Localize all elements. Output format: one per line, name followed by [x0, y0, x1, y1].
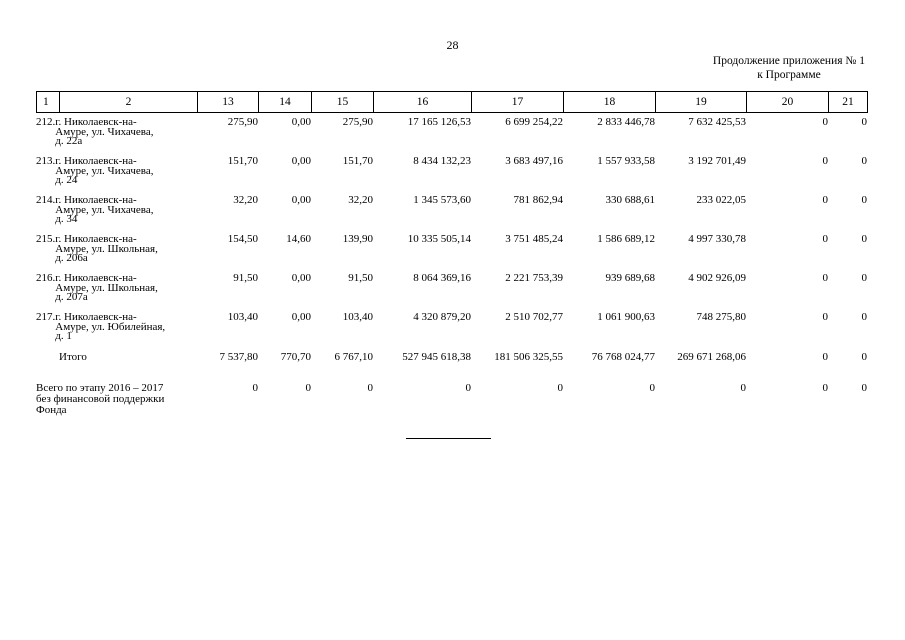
value-cell-col-17: 6 699 254,22: [505, 116, 564, 128]
value-cell-col-16: 527 945 618,38: [402, 351, 472, 363]
page-number: 28: [446, 38, 459, 52]
value-cell-col-14: 0,00: [291, 272, 312, 284]
address-text: г. Николаевск-на- Амуре, ул. Юбилейная, д. 1: [55, 311, 166, 342]
value-cell-col-19: 269 671 268,06: [677, 351, 747, 363]
row-index: 217.: [36, 311, 56, 323]
row-index: 215.: [36, 233, 56, 245]
address-text: г. Николаевск-на- Амуре, ул. Чихачева, д. 24: [55, 155, 154, 186]
value-cell-col-21: 0: [861, 194, 868, 206]
value-cell-col-13: 32,20: [233, 194, 259, 206]
value-cell-col-21: 0: [861, 311, 868, 323]
value-cell-col-21: 0: [861, 155, 868, 167]
value-cell-col-13: 154,50: [227, 233, 259, 245]
column-header-14: 14: [259, 92, 312, 113]
value-cell-col-20: 0: [822, 311, 829, 323]
address-cell: [36, 118, 197, 157]
value-cell-col-16: 4 320 879,20: [413, 311, 472, 323]
address-text: г. Николаевск-на- Амуре, ул. Чихачева, д. 34: [55, 194, 154, 225]
address-text: г. Николаевск-на- Амуре, ул. Школьная, д. 207а: [55, 272, 158, 303]
value-cell-col-19: 4 902 926,09: [688, 272, 747, 284]
value-cell-col-14: 770,70: [280, 351, 312, 363]
value-cell-col-21: 0: [861, 233, 868, 245]
value-cell-col-18: 1 061 900,63: [597, 311, 656, 323]
column-header-13: 13: [198, 92, 259, 113]
value-cell-col-18: 1 557 933,58: [597, 155, 656, 167]
table-row: [36, 157, 867, 196]
address-cell: [36, 196, 197, 235]
address-cell: [36, 235, 197, 274]
value-cell-col-18: 2 833 446,78: [597, 116, 656, 128]
column-header-20: 20: [747, 92, 829, 113]
total-label: Итого: [59, 351, 87, 363]
total-label-cell: [36, 352, 197, 383]
continuation-line-1: Продолжение приложения № 1: [712, 55, 865, 67]
column-header-18: 18: [564, 92, 656, 113]
address-cell: [36, 313, 197, 352]
column-header-1: 1: [37, 92, 60, 113]
column-header-21: 21: [829, 92, 868, 113]
stage-label-cell: [36, 383, 197, 433]
column-header-row: [37, 92, 868, 113]
table-row: [36, 274, 867, 313]
row-index: 212.: [36, 116, 56, 128]
value-cell-col-19: 4 997 330,78: [688, 233, 747, 245]
value-cell-col-17: 781 862,94: [513, 194, 564, 206]
value-cell-col-15: 103,40: [342, 311, 374, 323]
column-header-17: 17: [472, 92, 564, 113]
value-cell-col-14: 0,00: [291, 155, 312, 167]
column-header-19: 19: [656, 92, 747, 113]
value-cell-col-18: 0: [649, 382, 656, 394]
value-cell-col-21: 0: [861, 382, 868, 394]
column-header-15: 15: [312, 92, 374, 113]
value-cell-col-21: 0: [861, 116, 868, 128]
table-row: [36, 235, 867, 274]
value-cell-col-15: 0: [367, 382, 374, 394]
value-cell-col-19: 233 022,05: [696, 194, 747, 206]
stage-row: [36, 383, 867, 433]
address-text: г. Николаевск-на- Амуре, ул. Школьная, д. 206а: [55, 233, 158, 264]
value-cell-col-20: 0: [822, 351, 829, 363]
value-cell-col-20: 0: [822, 194, 829, 206]
value-cell-col-17: 0: [557, 382, 564, 394]
data-table: [36, 118, 867, 433]
value-cell-col-13: 275,90: [227, 116, 259, 128]
column-header-16: 16: [374, 92, 472, 113]
value-cell-col-19: 0: [740, 382, 747, 394]
value-cell-col-19: 748 275,80: [696, 311, 747, 323]
value-cell-col-14: 0: [305, 382, 312, 394]
footer-divider: [406, 438, 491, 439]
value-cell-col-16: 8 434 132,23: [413, 155, 472, 167]
value-cell-col-18: 330 688,61: [605, 194, 656, 206]
continuation-note: [713, 54, 865, 82]
continuation-line-2: к Программе: [757, 69, 821, 81]
value-cell-col-21: 0: [861, 351, 868, 363]
value-cell-col-20: 0: [822, 155, 829, 167]
value-cell-col-17: 3 751 485,24: [505, 233, 564, 245]
row-index: 214.: [36, 194, 56, 206]
value-cell-col-17: 3 683 497,16: [505, 155, 564, 167]
value-cell-col-15: 91,50: [348, 272, 374, 284]
value-cell-col-17: 2 510 702,77: [505, 311, 564, 323]
row-index: 213.: [36, 155, 56, 167]
address-cell: [36, 274, 197, 313]
value-cell-col-13: 7 537,80: [219, 351, 259, 363]
value-cell-col-16: 8 064 369,16: [413, 272, 472, 284]
row-index: 216.: [36, 272, 56, 284]
value-cell-col-17: 181 506 325,55: [494, 351, 564, 363]
value-cell-col-18: 939 689,68: [605, 272, 656, 284]
value-cell-col-16: 10 335 505,14: [407, 233, 472, 245]
value-cell-col-20: 0: [822, 272, 829, 284]
value-cell-col-15: 139,90: [342, 233, 374, 245]
value-cell-col-15: 275,90: [342, 116, 374, 128]
value-cell-col-21: 0: [861, 272, 868, 284]
value-cell-col-18: 76 768 024,77: [591, 351, 656, 363]
value-cell-col-20: 0: [822, 382, 829, 394]
column-header-table: [36, 91, 868, 113]
table-row: [36, 118, 867, 157]
value-cell-col-20: 0: [822, 233, 829, 245]
total-row: [36, 352, 867, 383]
address-cell: [36, 157, 197, 196]
value-cell-col-15: 32,20: [348, 194, 374, 206]
value-cell-col-17: 2 221 753,39: [505, 272, 564, 284]
value-cell-col-19: 7 632 425,53: [688, 116, 747, 128]
value-cell-col-13: 91,50: [233, 272, 259, 284]
value-cell-col-15: 151,70: [342, 155, 374, 167]
value-cell-col-18: 1 586 689,12: [597, 233, 656, 245]
value-cell-col-16: 17 165 126,53: [407, 116, 472, 128]
value-cell-col-15: 6 767,10: [334, 351, 374, 363]
stage-label: Всего по этапу 2016 – 2017 без финансовой поддержки Фонда: [36, 382, 165, 416]
value-cell-col-13: 151,70: [227, 155, 259, 167]
value-cell-col-19: 3 192 701,49: [688, 155, 747, 167]
table-row: [36, 313, 867, 352]
value-cell-col-13: 0: [252, 382, 259, 394]
value-cell-col-16: 1 345 573,60: [413, 194, 472, 206]
value-cell-col-14: 14,60: [286, 233, 312, 245]
value-cell-col-14: 0,00: [291, 194, 312, 206]
address-text: г. Николаевск-на- Амуре, ул. Чихачева, д. 22а: [55, 116, 154, 147]
column-header-2: 2: [60, 92, 198, 113]
value-cell-col-20: 0: [822, 116, 829, 128]
table-row: [36, 196, 867, 235]
value-cell-col-14: 0,00: [291, 116, 312, 128]
value-cell-col-13: 103,40: [227, 311, 259, 323]
value-cell-col-16: 0: [465, 382, 472, 394]
value-cell-col-14: 0,00: [291, 311, 312, 323]
